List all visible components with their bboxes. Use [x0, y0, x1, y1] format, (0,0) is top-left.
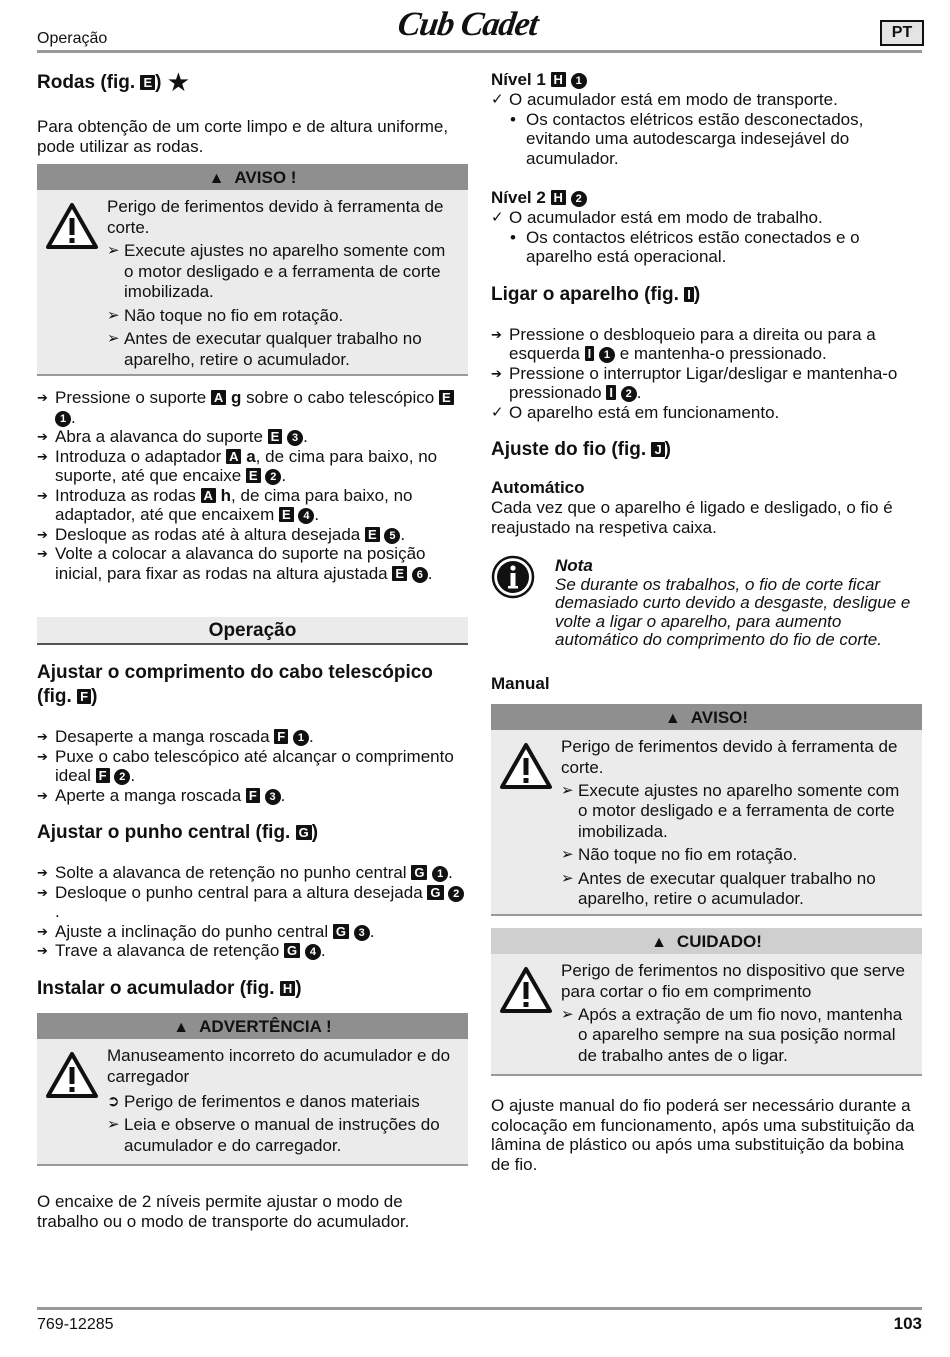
step-item: [491, 325, 922, 364]
step-text: Volte a colocar a alavanca do suporte na posição inicial, para fixar as rodas na altura ajustada: [55, 544, 426, 583]
automatic-text: Cada vez que o aparelho é ligado e desligado, o fio é reajustado na respetiva caixa.: [491, 498, 893, 537]
step-text: Puxe o cabo telescópico até alcançar o comprimento ideal: [55, 746, 454, 785]
step-item: [37, 863, 468, 883]
step-text: Trave a alavanca de retenção: [55, 941, 285, 960]
step-text: .: [427, 563, 433, 583]
right-column: [491, 70, 922, 1174]
step-text: .: [314, 505, 320, 524]
battery-text: O encaixe de 2 níveis permite ajustar o modo de trabalho ou o modo de transporte do acumulador.: [37, 1192, 410, 1231]
callout-number: 2: [265, 469, 281, 485]
figure-ref: H: [551, 72, 566, 87]
warning-item: ➢ Não toque no fio em rotação.: [561, 845, 912, 866]
level1-bullets: [491, 110, 922, 169]
callout-number: 2: [571, 191, 587, 207]
note-title: Nota: [555, 556, 593, 575]
part-letter: g: [231, 388, 242, 407]
warning-box: [37, 164, 468, 376]
caution-list: [561, 1005, 912, 1067]
level2-checks: [491, 208, 922, 228]
callout-number: 3: [265, 789, 281, 805]
callout-number: 5: [384, 528, 400, 544]
line-heading: Ajuste do fio (fig. J ): [491, 439, 671, 460]
step-item: [37, 727, 468, 747]
wheels-heading: Rodas (fig. E ) ★: [37, 67, 191, 97]
check-item: ✓ O aparelho está em funcionamento.: [491, 403, 922, 423]
note-text: Se durante os trabalhos, o fio de corte ficar demasiado curto devido a desgaste, desligue e volte a ligar o aparelho, para aumento automático do comprimento do fio de corte.: [555, 574, 911, 649]
caution-lead: Perigo de ferimentos no dispositivo que serve para cortar o fio em comprimento: [561, 960, 905, 1001]
figure-ref: I: [684, 287, 694, 302]
callout-number: 2: [114, 769, 130, 785]
warning-triangle-icon: ▲: [651, 933, 667, 951]
step-text: .: [71, 407, 76, 427]
figure-ref: F: [96, 768, 110, 783]
step-text: , de cima para baixo, no adaptador, até que encaixem: [55, 485, 413, 524]
automatic-heading: Automático: [491, 478, 585, 497]
step-text: Pressione o interruptor Ligar/desligar e mantenha-o pressionado: [509, 363, 898, 402]
level1-checks: [491, 90, 922, 110]
step-text: .: [281, 466, 287, 485]
figure-ref: G: [411, 865, 427, 880]
step-text: Desloque as rodas até à altura desejada: [55, 524, 365, 544]
step-item: [37, 941, 468, 961]
step-item: [37, 544, 468, 583]
figure-ref: H: [551, 190, 566, 205]
step-text: .: [636, 383, 642, 402]
figure-ref: G: [296, 825, 312, 840]
figure-ref: A: [201, 488, 216, 503]
callout-number: 2: [448, 886, 464, 902]
warning-sign-icon: [499, 742, 553, 790]
manual-closing-text: O ajuste manual do fio poderá ser necessário durante a colocação em funcionamento, após uma substituição da lâmina de plástico ou após uma substituição da bobina de fio.: [491, 1096, 915, 1174]
left-column: [37, 67, 468, 1231]
star-icon: ★: [166, 67, 191, 97]
figure-ref: E: [439, 390, 454, 405]
figure-ref: F: [274, 729, 288, 744]
figure-ref: E: [246, 468, 261, 483]
step-text: Abra a alavanca do suporte: [55, 427, 268, 446]
step-text: .: [303, 427, 308, 446]
step-text: .: [448, 863, 453, 882]
check-item: ✓ O acumulador está em modo de transporte.: [491, 90, 922, 110]
warning-consequence: ➲ Perigo de ferimentos e danos materiais: [107, 1092, 458, 1113]
step-item: [37, 486, 468, 525]
callout-number: 1: [571, 73, 587, 89]
note-box: [491, 557, 922, 650]
caution-box: [491, 928, 922, 1077]
warning-list: [107, 1092, 458, 1157]
step-text: e mantenha-o pressionado.: [614, 344, 827, 363]
step-text: [407, 564, 412, 583]
figure-ref: F: [246, 788, 260, 803]
figure-ref: I: [606, 385, 616, 400]
step-item: [491, 364, 922, 403]
warning-lead: Perigo de ferimentos devido à ferramenta de corte.: [107, 197, 444, 237]
figure-ref: E: [365, 527, 380, 542]
warning-lead: Perigo de ferimentos devido à ferramenta de corte.: [561, 736, 898, 777]
level1-heading: Nível 1 H 1: [491, 70, 922, 90]
figure-ref: A: [211, 390, 226, 405]
step-text: sobre o cabo telescópico: [241, 388, 439, 407]
header-section-label: Operação: [37, 30, 108, 47]
step-item: [37, 922, 468, 942]
part-letter: h: [220, 485, 232, 505]
warning-box: [491, 704, 922, 916]
warning-item: ➢ Não toque no fio em rotação.: [107, 306, 458, 327]
wheels-steps: [37, 388, 468, 583]
handle-heading: Ajustar o punho central (fig. G ): [37, 822, 319, 843]
figure-ref: E: [279, 507, 294, 522]
callout-number: 6: [412, 567, 428, 583]
step-item: [37, 388, 468, 427]
callout-number: 3: [354, 925, 370, 941]
figure-ref: A: [226, 449, 241, 464]
warning-sign-icon: [45, 1051, 99, 1099]
warning-item: ➢ Execute ajustes no aparelho somente com o motor desligado e a ferramenta de corte imobilizada.: [561, 781, 912, 843]
header-rule: [37, 50, 922, 53]
warning-triangle-icon: ▲: [173, 1018, 190, 1036]
warning-triangle-icon: ▲: [208, 170, 225, 187]
step-text: Desaperte a manga roscada: [55, 727, 275, 746]
step-item: [37, 747, 468, 786]
step-text: Ajuste a inclinação do punho central: [55, 921, 333, 941]
figure-ref: F: [77, 689, 91, 704]
figure-ref: G: [427, 885, 443, 900]
figure-ref: H: [280, 981, 295, 996]
callout-number: 4: [298, 508, 314, 524]
step-item: [37, 427, 468, 447]
figure-ref: E: [268, 429, 283, 444]
step-item: [37, 525, 468, 545]
step-text: .: [308, 727, 314, 746]
step-item: [37, 447, 468, 486]
figure-ref: J: [651, 442, 664, 457]
warning-header: ▲ ADVERTÊNCIA !: [37, 1013, 468, 1039]
step-text: .: [369, 921, 375, 941]
footer-rule: [37, 1307, 922, 1310]
warning-list: [561, 781, 912, 910]
step-text: .: [280, 785, 286, 805]
bullet-item: • Os contactos elétricos estão conectados e o aparelho está operacional.: [509, 228, 922, 267]
power-checks: [491, 403, 922, 423]
info-icon: [491, 555, 535, 599]
caution-item: ➢ Após a extração de um fio novo, mantenha o aparelho sempre na sua posição normal de trabalho antes de o ligar.: [561, 1005, 912, 1067]
battery-heading: Instalar o acumulador (fig. H ): [37, 977, 302, 999]
warning-item: ➢ Antes de executar qualquer trabalho no aparelho, retire o acumulador.: [107, 329, 458, 370]
figure-ref: E: [392, 566, 407, 581]
figure-ref: G: [284, 943, 300, 958]
step-text: [616, 383, 621, 402]
section-bar-operation: Operação: [37, 617, 468, 645]
warning-header: ▲ AVISO !: [37, 164, 468, 190]
language-badge: PT: [880, 20, 924, 46]
warning-item: ➢ Antes de executar qualquer trabalho no aparelho, retire o acumulador.: [561, 869, 912, 910]
step-text: Solte a alavanca de retenção no punho central: [55, 863, 412, 882]
step-text: .: [320, 941, 326, 960]
warning-sign-icon: [499, 966, 553, 1014]
telescopic-steps: [37, 727, 468, 805]
step-text: [349, 922, 354, 941]
step-text: Pressione o suporte: [55, 388, 211, 407]
warning-item: ➢ Leia e observe o manual de instruções do acumulador e do carregador.: [107, 1115, 458, 1156]
power-steps: [491, 325, 922, 403]
warning-sign-icon: [45, 202, 99, 250]
step-text: .: [55, 902, 60, 921]
level2-heading: Nível 2 H 2: [491, 188, 922, 208]
callout-number: 1: [432, 866, 448, 882]
step-item: [37, 883, 468, 922]
bullet-item: • Os contactos elétricos estão desconectados, evitando uma autodescarga indesejável do acumulador.: [509, 110, 922, 169]
callout-number: 2: [621, 386, 637, 402]
step-text: .: [130, 766, 136, 785]
step-text: Introduza as rodas: [55, 485, 201, 505]
step-text: Desloque o punho central para a altura desejada: [55, 882, 428, 902]
figure-ref: I: [585, 346, 595, 361]
callout-number: 4: [305, 944, 321, 960]
step-item: [37, 786, 468, 806]
telescopic-heading: Ajustar o comprimento do cabo telescópico (fig. F ): [37, 662, 433, 707]
advertencia-box: [37, 1013, 468, 1167]
level2-bullets: [491, 228, 922, 267]
caution-header: ▲ CUIDADO!: [491, 928, 922, 954]
check-item: ✓ O acumulador está em modo de trabalho.: [491, 208, 922, 228]
callout-number: 1: [55, 411, 71, 427]
callout-number: 1: [293, 730, 309, 746]
callout-number: 3: [287, 430, 303, 446]
manual-heading: Manual: [491, 673, 550, 693]
part-letter: a: [246, 446, 256, 466]
document-number: 769-12285: [37, 1316, 114, 1333]
warning-header: ▲ AVISO!: [491, 704, 922, 730]
step-text: Aperte a manga roscada: [55, 785, 246, 805]
warning-lead: Manuseamento incorreto do acumulador e do carregador: [107, 1045, 451, 1086]
wheels-intro: Para obtenção de um corte limpo e de altura uniforme, pode utilizar as rodas.: [37, 117, 449, 156]
figure-ref: E: [140, 75, 155, 90]
warning-list: [107, 241, 458, 370]
step-text: [260, 786, 265, 805]
step-text: Pressione o desbloqueio para a direita ou para a esquerda: [509, 324, 876, 363]
brand-logo: Cub Cadet: [395, 6, 540, 43]
step-text: .: [400, 524, 406, 544]
handle-steps: [37, 863, 468, 961]
warning-item: ➢ Execute ajustes no aparelho somente com o motor desligado e a ferramenta de corte imobilizada.: [107, 241, 458, 303]
step-text: , de cima para baixo, no suporte, até que encaixe: [55, 446, 438, 485]
callout-number: 1: [599, 347, 615, 363]
power-heading: Ligar o aparelho (fig. I ): [491, 283, 701, 305]
step-text: Introduza o adaptador: [55, 446, 227, 466]
figure-ref: G: [333, 924, 349, 939]
warning-triangle-icon: ▲: [664, 709, 681, 727]
page-number: 103: [893, 1314, 922, 1333]
